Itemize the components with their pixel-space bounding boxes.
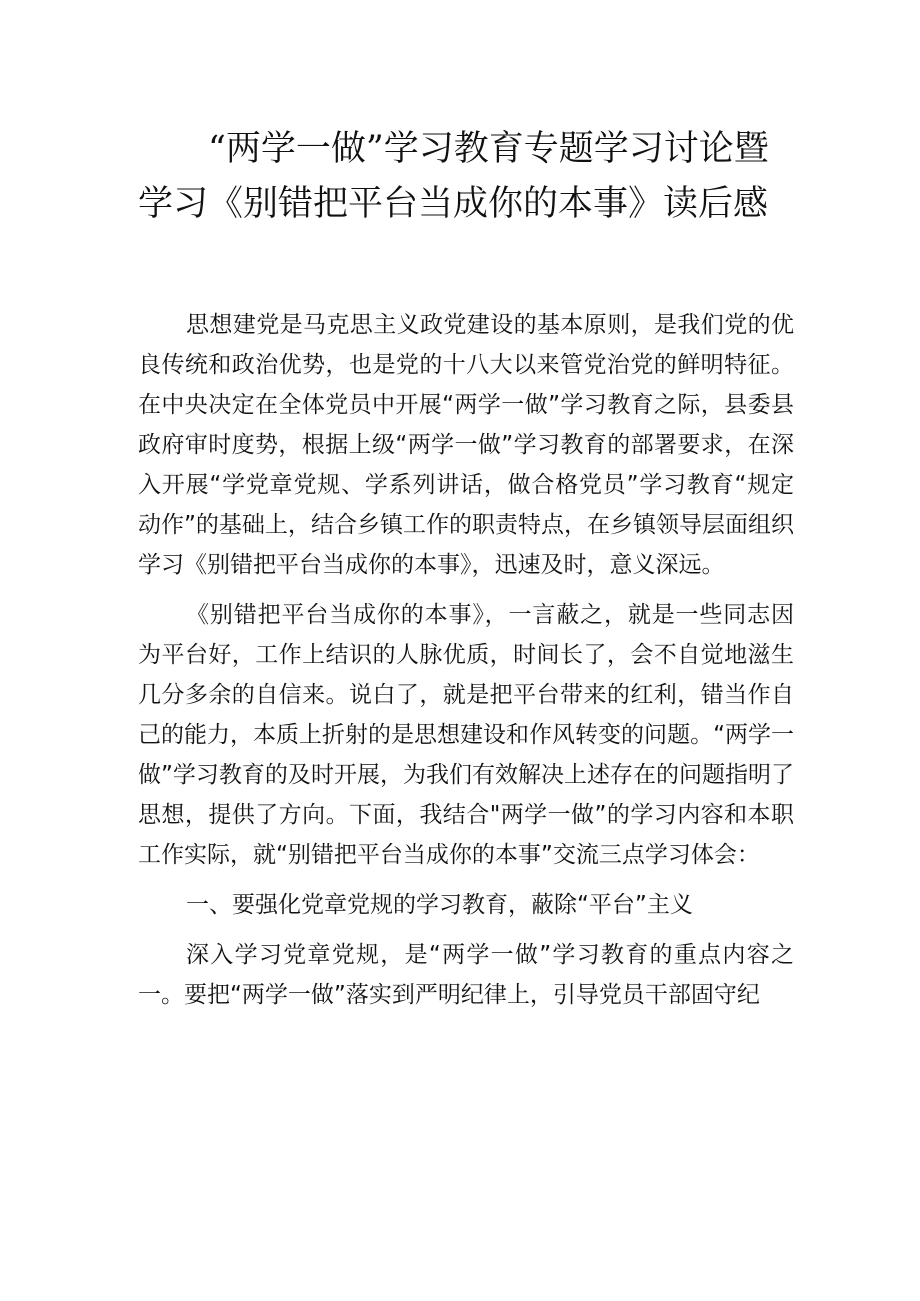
body-paragraph: 思想建党是马克思主义政党建设的基本原则，是我们党的优良传统和政治优势，也是党的十八大以来管党治党的鲜明特征。在中央决定在全体党员中开展“两学一做”学习教育之际，县委县政府审时度势，根据上级“两学一做”学习教育的部署要求，在深入开展“学党章党规、学系列讲话，做合格党员”学习教育“规定动作”的基础上，结合乡镇工作的职责特点，在乡镇领导层面组织学习《别错把平台当成你的本事》，迅速及时，意义深远。 bbox=[138, 312, 794, 578]
document-title: “两学一做”学习教育专题学习讨论暨学习《别错把平台当成你的本事》读后感 bbox=[138, 129, 769, 224]
document-body bbox=[138, 305, 794, 1025]
body-paragraph: 深入学习党章党规，是“两学一做”学习教育的重点内容之一。要把“两学一做”落实到严明纪律上，引导党员干部固守纪 bbox=[138, 942, 794, 1008]
body-paragraph: 《别错把平台当成你的本事》，一言蔽之，就是一些同志因为平台好，工作上结识的人脉优质，时间长了，会不自觉地滋生几分多余的自信来。说白了，就是把平台带来的红利，错当作自己的能力，本质上折射的是思想建设和作风转变的问题。“两学一做”学习教育的及时开展，为我们有效解决上述存在的问题指明了思想，提供了方向。下面，我结合"两学一做”的学习内容和本职工作实际，就“别错把平台当成你的本事”交流三点学习体会： bbox=[138, 602, 794, 868]
section-heading: 一、要强化党章党规的学习教育，蔽除“平台”主义 bbox=[186, 892, 693, 918]
